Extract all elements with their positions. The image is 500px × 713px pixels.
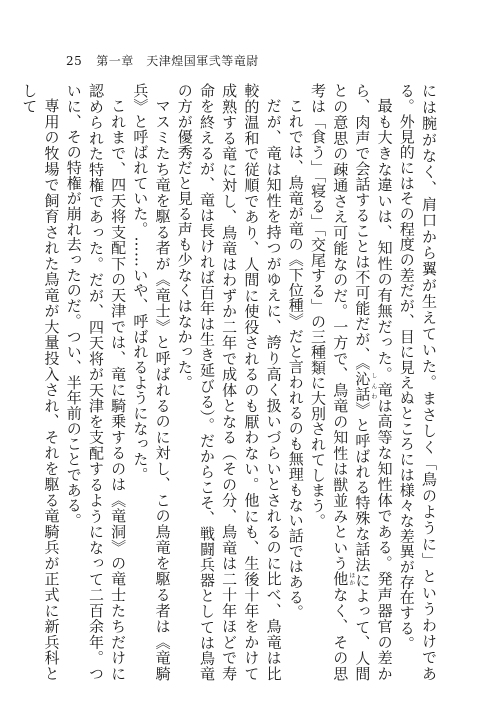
paragraph [63,83,130,681]
text-run: マスミたち竜を駆る者が《竜士》と呼ばれるのに対し、この鳥竜を駆る者は《竜騎兵》と呼ばれていた。……いや、呼ばれるようになった。 [131,83,172,681]
paragraph [396,83,440,681]
text-run: これでは、鳥竜が竜の《下位種》だと言われるのも無理もない話ではある。 [286,98,305,620]
paragraph [285,83,307,681]
text-run: 専用の牧場で飼育された鳥竜が大量投入され、それを駆る竜騎兵が正式に新兵科として [20,83,61,681]
text-run: には腕がなく、肩口から翼が生えていた。まさしく「鳥のように」というわけである。外見的にはその程度の差だが、目に見えぬところには様々な差異が存在する。 [397,83,438,681]
paragraph [174,83,285,681]
text-run: だが、竜は知性を持つがゆえに、誇り高く扱いづらいとされるのに比べ、鳥竜は比較的温和で従順であり、人間に使役されるのも厭わない。他にも、生後十年をかけて成熟する竜に対し、鳥竜はわずか二年で成体となる（その分、鳥竜は二十年ほどで寿命を終えるが、竜は長ければ百年は生き延びる）。だからこそ、戦闘兵器としては鳥竜の方が優秀だと見る声も少なくはなかった。 [175,83,283,681]
text-run: 最も大きな違いは、知性の有無だった。竜は高等な知性体である。発声器官の差から、肉声で会話することは不可能だが、《 [353,83,394,681]
paragraph [129,83,173,681]
page-number: 25 [66,54,83,68]
text-run: これまで、四天将支配下の天津では、竜に騎乗するのは《竜洞》の竜士たちだけに認められた特権であった。だが、四天将が天津を支配するようになって二百余年。ついに、その特権が崩れ去ったのだ。つい、半年前のことである。 [64,83,128,681]
ruby-annotation: 他ほか [331,571,355,587]
paragraph [307,83,396,681]
ruby-annotation: 沁話しんわ [353,370,377,402]
chapter-title: 第一章 天津煌国軍弐等竜尉 [96,54,259,68]
body-text [20,83,440,681]
running-header [66,52,259,69]
text-run: 》と呼ばれる特殊な話法によって、人間との意思の疎通さえ可能なのだ。一方で、鳥竜の知性は獣並みという [331,83,372,681]
text-run: なく、その思考は「食う」「寝る」「交尾する」の三種類に大別されてしまう。 [308,83,350,681]
paragraph [18,83,62,681]
